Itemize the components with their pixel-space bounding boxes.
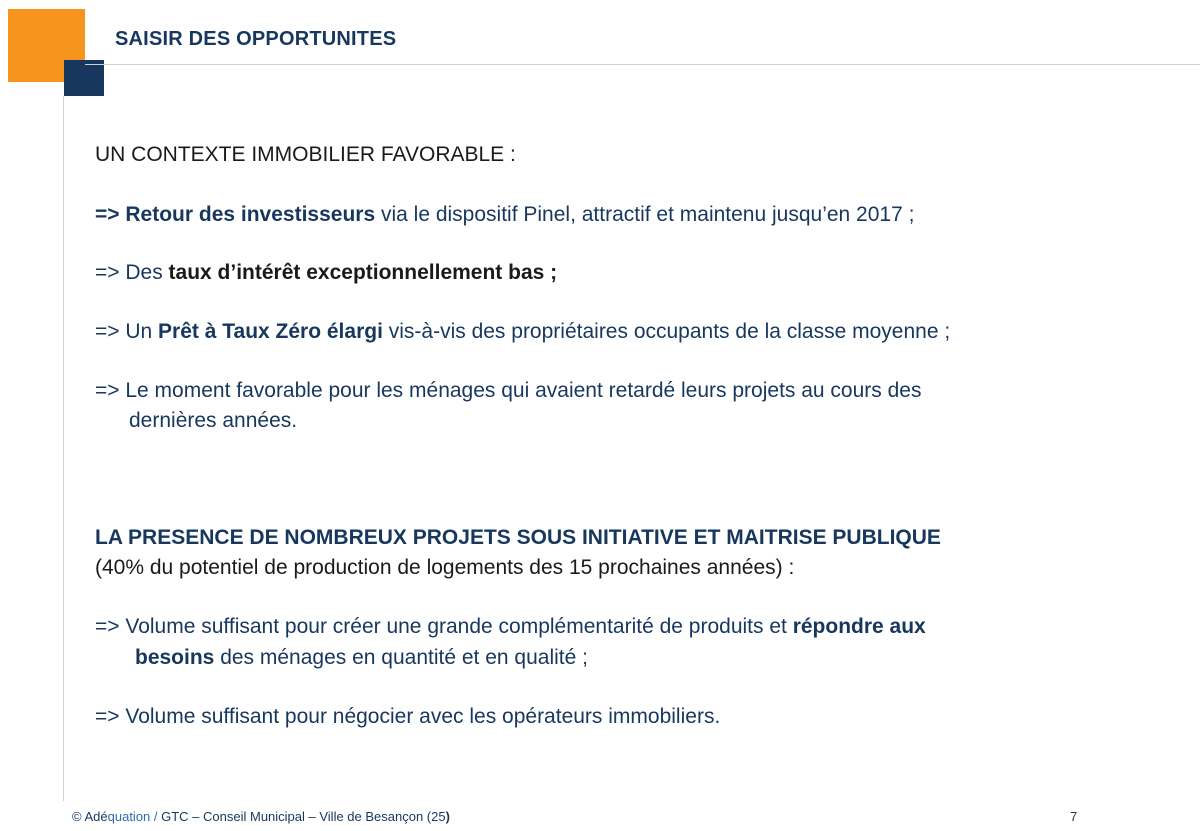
bullet-text: => Volume suffisant pour créer une grande complémentarité de produits et (95, 615, 793, 638)
bullet-text: des ménages en quantité et en qualité ; (214, 646, 588, 669)
bullet-text: vis-à-vis des propriétaires occupants de la classe moyenne ; (382, 320, 951, 343)
left-divider (63, 96, 64, 801)
footer-text: GTC – Conseil Municipal – Ville de Besançon (25 (161, 809, 446, 824)
bullet-text: => Des (95, 261, 169, 284)
copyright-symbol: © (72, 809, 82, 824)
footer-close: ) (445, 809, 450, 824)
footer (72, 809, 450, 824)
section1-bullet-3 (95, 317, 950, 347)
section2-bullet-2: => Volume suffisant pour négocier avec les opérateurs immobiliers. (95, 705, 721, 728)
section1-bullet-4-line2: dernières années. (129, 409, 298, 432)
section1-bullet-4-line1: => Le moment favorable pour les ménages qui avaient retardé leurs projets au cours des (95, 379, 922, 402)
slide-title: SAISIR DES OPPORTUNITES (115, 28, 397, 50)
section2-subheading: (40% du potentiel de production de logements des 15 prochaines années) : (95, 556, 795, 579)
footer-brand-b: quation (107, 809, 151, 824)
section1-bullet-1 (95, 200, 914, 230)
section1-heading: UN CONTEXTE IMMOBILIER FAVORABLE : (95, 143, 516, 166)
bullet-bold: taux d’intérêt exceptionnellement bas ; (168, 261, 558, 284)
section2-bullet-1-line1 (95, 612, 926, 642)
page-number: 7 (1070, 809, 1078, 824)
section1-bullet-2 (95, 258, 557, 288)
footer-sep: / (150, 809, 162, 824)
bullet-text: via le dispositif Pinel, attractif et maintenu jusqu’en 2017 ; (375, 203, 915, 226)
section2-heading (95, 523, 941, 553)
bullet-text: => Un (95, 320, 159, 343)
bullet-bold: Retour des investisseurs (125, 203, 376, 226)
bullet-bold: Prêt à Taux Zéro élargi (158, 320, 383, 343)
bullet-arrow: => (95, 203, 126, 226)
section2-bullet-1-line2 (135, 643, 588, 673)
header-divider (85, 64, 1200, 65)
bullet-bold: répondre aux (792, 615, 926, 638)
decor-blue-square (64, 60, 104, 96)
bullet-bold: besoins (135, 646, 215, 669)
section2-heading-text: LA PRESENCE DE NOMBREUX PROJETS SOUS INITIATIVE ET MAITRISE PUBLIQUE (95, 526, 941, 549)
footer-brand-a: Adé (81, 809, 108, 824)
